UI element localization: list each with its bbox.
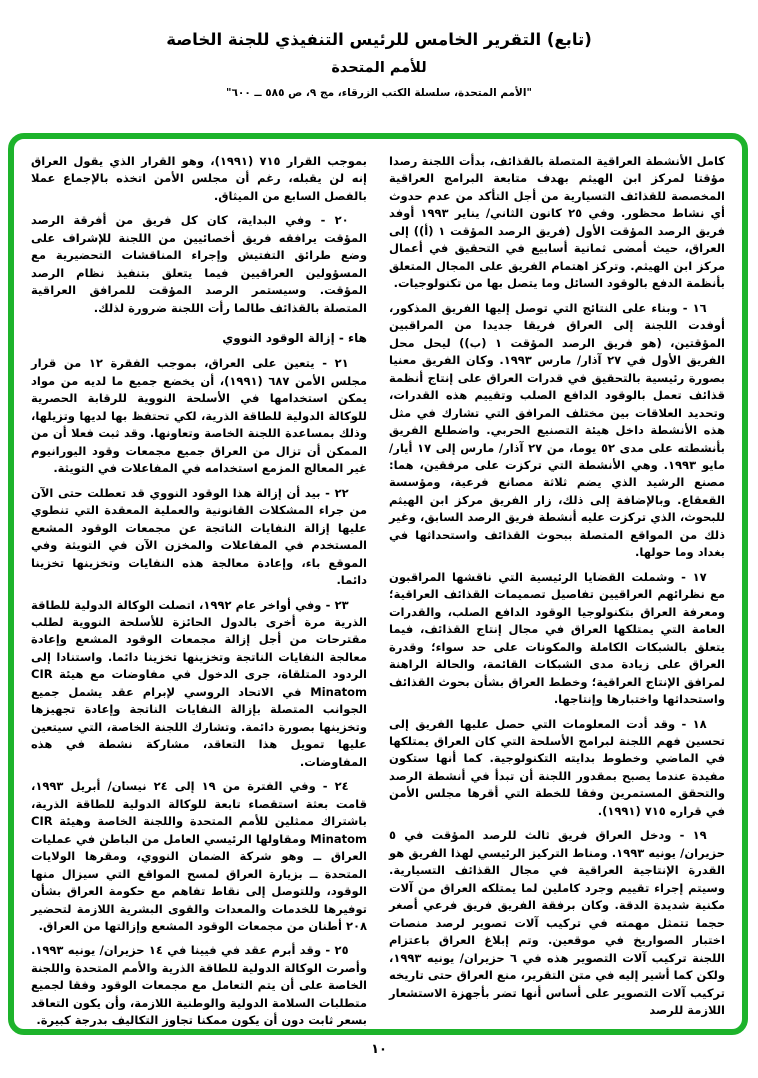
paragraph-21: ٢١ - يتعين على العراق، بموجب الفقرة ١٢ من قرار مجلس الأمن ٦٨٧ (١٩٩١)، أن يخضع جميع ما لديه من مواد يمكن استخدامها في الأسلحة النووية للرقابة الحصرية للوكالة الدولية للطاقة الذرية، لكي تحتفظ بها لديها وتزيلها، وذلك بمساعدة اللجنة الخاصة وتعاونها. وقد ثبت فعلا أن من الممكن أن تزال من العراق جميع مجمعات وقود اليورانيوم غير المعالج المزمع استخدامه في المفاعلات في التويثة. — [31, 356, 368, 476]
paragraph-22: ٢٢ - بيد أن إزالة هذا الوقود النووي قد تعطلت حتى الآن من جراء المشكلات القانونية والعملية المعقدة التي تنطوي عليها إزالة النفايات الناتجة عن مجمعات الوقود المشعع المستخدم في المفاعلات والمخزن الآن في التويثة وفي الموقع باء، وإعادة معالجة هذه النفايات وتخزينها تخزينا دائما. — [31, 485, 367, 588]
content-border-box — [8, 133, 748, 1035]
paragraph-continuation: بموجب القرار ٧١٥ (١٩٩١)، وهو القرار الذي يقول العراق إنه لن يقبله، رغم أن مجلس الأمن اتخذه بالإجماع عملا بالفصل السابع من الميثاق. — [31, 154, 367, 203]
paragraph-23: ٢٣ - وفي أواخر عام ١٩٩٢، اتصلت الوكالة الدولية للطاقة الذرية مرة أخرى بالدول الحائزة للأسلحة النووية لطلب مقترحات من أجل إزالة مجمعات الوقود المشعع وإعادة معالجة النفايات الناتجة وتخزينها تخزينا دائما. واستنادا إلى الردود المتلقاة، جرى الدخول في مفاوضات مع هيئة CIR Minatom في الاتحاد الروسي لإبرام عقد يشمل جميع الجوانب المتصلة بإزالة النفايات الناتجة وإعادة تجهيزها وتخزينها بصورة دائمة. وتشارك اللجنة الخاصة، التي سيتعين عليها تمويل هذا التعاقد، مشاركة نشطة في هذه المفاوضات. — [31, 597, 367, 769]
paragraph-17: ١٧ - وشملت القضايا الرئيسية التي ناقشها المراقبون مع نظرائهم العراقيين تفاصيل تصميمات القذائف العراقية؛ ومعرفة العراق بتكنولوجيا الوقود الدافع الصلب، والقدرات العامة التي يمتلكها العراق في مجال إنتاج القذائف، فيما يتعلق بالشبكات الكاملة والمكونات على حد سواء؛ وقدرة العراق على زيادة مدى الشبكات القائمة، والحالة الراهنة لمرافق الإنتاج العراقية؛ وخطط العراق بشأن بحوث القذائف واستحداثها واختبارها وإنتاجها. — [389, 569, 725, 707]
column-right — [389, 153, 725, 1017]
paragraph-24: ٢٤ - وفي الفترة من ١٩ إلى ٢٤ نيسان/ أبريل ١٩٩٣، قامت بعثة استقصاء تابعة للوكالة الدولية للطاقة الذرية، باشتراك ممثلين للأمم المتحدة واللجنة الخاصة وهيئة CIR Minatom ومقاولها الرئيسي العامل من الباطن في عمليات العراق ــ وهو شركة الضمان النووي، ومقرها الولايات المتحدة ــ بزيارة العراق لمسح المواقع التي سيزال منها الوقود، وللتوصل إلى نقاط تفاهم مع حكومة العراق بشأن توفيرها للخدمات والمعدات والقوى البشرية اللازمة لتحضير ٢٠٨ أطنان من مجمعات الوقود المشعع وإزالتها من العراق. — [31, 779, 367, 933]
column-left — [31, 153, 368, 1028]
section-heading-nuclear-fuel-removal: هاء - إزالة الوقود النووي — [222, 331, 367, 346]
paragraph-25: ٢٥ - وقد أبرم عقد في فيينا في ١٤ حزيران/ يونيه ١٩٩٣. وأصرت الوكالة الدولية للطاقة الذرية والأمم المتحدة واللجنة الخاصة على أن يتم التعامل مع مجمعات الوقود وفقا لجميع متطلبات السلامة الدولية والوطنية اللازمة، وأن يكون التعاقد بسعر ثابت دون أن يكون ممكنا تجاوز التكاليف بدرجة كبيرة. — [31, 943, 367, 1028]
paragraph-18: ١٨ - وقد أدت المعلومات التي حصل عليها الفريق إلى تحسين فهم اللجنة لبرامج الأسلحة التي كان العراق يمتلكها في الماضي وخطوط بدايته التكنولوجية. كما أنها ستكون مفيدة عندما يصبح بمقدور اللجنة أن تبدأ في أنشطة الرصد والتحقق المستمرين وفقا للخطة التي أقرها مجلس الأمن في قراره ٧١٥ (١٩٩١). — [389, 716, 725, 818]
page-number: ١٠ — [371, 1042, 387, 1057]
document-header — [0, 0, 758, 99]
document-title-line1: (تابع) التقرير الخامس للرئيس التنفيذي للجنة الخاصة — [166, 30, 592, 49]
paragraph-16: ١٦ - وبناء على النتائج التي توصل إليها الفريق المذكور، أوفدت اللجنة إلى العراق فريقا جديدا من المراقبين المؤقتين، (هو فريق الرصد المؤقت ١ (ب)) ليحل محل الفريق الأول في ٢٧ آذار/ مارس ١٩٩٣. وكان الفريق معنيا بصورة رئيسية بالتحقيق في قدرات العراق على إنتاج أنظمة قذائف تعمل بالوقود الدافع الصلب وتقييم هذه القدرات، وتحديد العلاقات بين مختلف المرافق التي تشارك في مثل هذه الأنشطة داخل هيئة التصنيع الحربي. واضطلع الفريق بأنشطته على مدى ٥٢ يوما، من ٢٧ آذار/ مارس إلى ١٧ أيار/ مايو ١٩٩٣. وهي الأنشطة التي تركزت على مرفقين، هما: مصنع الرشيد الذي يضم ثلاثة مصانع فرعية، ومؤسسة القعقاع. وبالإضافة إلى ذلك، زار الفريق مركز ابن الهيثم للبحوث، الذي تركزت عليه أنشطة فريق الرصد السابق، وغير ذلك من المواقع المتصلة ببحوث القذائف واستحداثها في بغداد وما حولها. — [389, 300, 726, 560]
paragraph-20: ٢٠ - وفي البداية، كان كل فريق من أفرقة الرصد المؤقت يرافقه فريق أخصائيين من اللجنة للإشراف على وضع طرائق التفتيش وإجراء المناقشات التحضيرية مع المسؤولين العراقيين فيما يتعلق بتنفيذ نظام الرصد المؤقت. وسيستمر الرصد المؤقت للمرافق العراقية المتصلة بالقذائف طالما رأت اللجنة ضرورة لذلك. — [31, 213, 367, 315]
document-title-line2: للأمم المتحدة — [331, 60, 427, 76]
paragraph-19: ١٩ - ودخل العراق فريق ثالث للرصد المؤقت في ٥ حزيران/ يونيه ١٩٩٣. ومناط التركيز الرئيسي لهذا الفريق هو القدرة الإنتاجية العراقية في مجال القذائف التسيارية. وسيتم إجراء تقييم وجرد كاملين لما يمتلكه العراق من آلات مكنية شديدة الدقة. وكان برفقة الفريق فريق فرعي أصغر حجما تتمثل مهمته في تركيب آلات تصوير لرصد منصات اختبار الصواريخ في موقعين. وتم إبلاغ العراق باعتزام اللجنة تركيب آلات التصوير هذه في ٦ حزيران/ يونيه ١٩٩٣، ولكن كما أشير إليه في متن التقرير، منع العراق حتى تاريخه تركيب آلات التصوير على أساس أنها تضر بأجهزة الاستشعار اللازمة للرصد — [389, 828, 726, 1018]
document-source-citation: "الأمم المتحدة، سلسلة الكتب الزرقاء، مج ٩، ص ٥٨٥ ــ ٦٠٠" — [226, 87, 532, 99]
paragraph-continuation: كامل الأنشطة العراقية المتصلة بالقذائف، بدأت اللجنة رصدا مؤقتا لمركز ابن الهيثم بهدف متابعة البرامج العراقية المخصصة للقذائف التسيارية من أجل التأكد من عدم حدوث أي نشاط محظور. وفي ٢٥ كانون الثاني/ يناير ١٩٩٣ أوفد فريق الرصد المؤقت الأول (فريق الرصد المؤقت ١ (أ)) إلى العراق، حيث أمضى ثمانية أسابيع في التحقيق في أعمال مركز ابن الهيثم. وتركز اهتمام الفريق على المجال المتعلق بأنظمة الدفع بالوقود السائل وما يتصل بها من تكنولوجيات. — [389, 154, 725, 291]
